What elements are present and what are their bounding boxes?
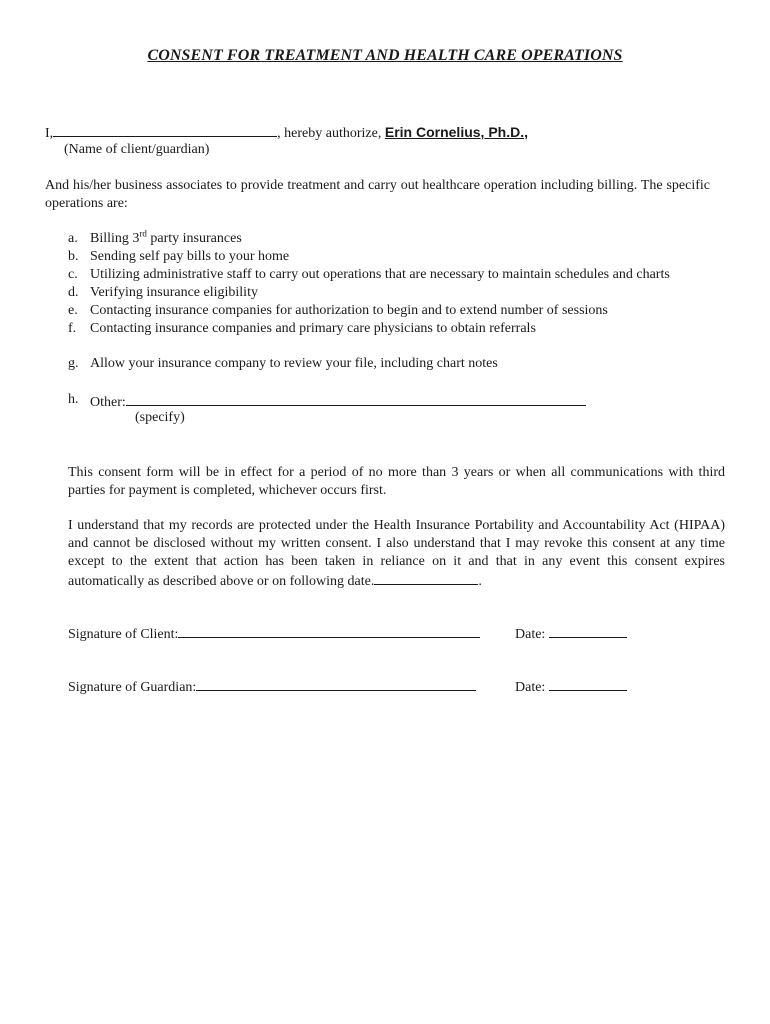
list-item-text xyxy=(90,267,670,283)
document-title: CONSENT FOR TREATMENT AND HEALTH CARE OPERATIONS xyxy=(147,47,623,64)
list-letter: h. xyxy=(68,392,79,407)
client-signature-field[interactable] xyxy=(178,624,480,638)
authorization-prefix: I, xyxy=(45,126,54,141)
client-name-field[interactable] xyxy=(53,123,277,137)
list-item-text-main: Sending self pay bills to your home xyxy=(90,249,290,264)
list-item-text-main: Utilizing administrative staff to carry out operations that are necessary to maintain schedules and charts xyxy=(90,267,670,282)
client-date-field[interactable] xyxy=(549,624,627,638)
guardian-signature-label: Signature of Guardian: xyxy=(68,680,197,695)
list-item-text xyxy=(90,321,536,337)
list-item-text xyxy=(90,249,289,265)
guardian-date-label: Date: xyxy=(515,680,546,695)
ordinal-superscript: rd xyxy=(139,228,147,239)
list-item-text xyxy=(90,228,242,247)
list-letter: c. xyxy=(68,267,78,282)
intro-paragraph: And his/her business associates to provide treatment and carry out healthcare operation including billing. The specific operations are: xyxy=(45,178,710,211)
other-specify-field[interactable] xyxy=(126,392,586,406)
hipaa-text: I understand that my records are protected under the Health Insurance Portability and Accountability Act (HIPAA) and cannot be disclosed without my written consent. I also understand that I may revoke this consent at any time except to the extent that action has been taken in reliance on it and that in any event this consent expires automatically as described above or on following date. xyxy=(68,518,725,589)
list-item-text-main: Billing 3 xyxy=(90,231,140,246)
list-letter: g. xyxy=(68,356,79,371)
list-letter: b. xyxy=(68,249,79,264)
list-item-text: Allow your insurance company to review your file, including chart notes xyxy=(90,356,498,371)
expiration-date-field[interactable] xyxy=(374,571,478,585)
authorization-line xyxy=(45,123,528,142)
list-letter: e. xyxy=(68,303,78,318)
client-date-row xyxy=(515,624,627,643)
list-letter: d. xyxy=(68,285,79,300)
list-item-text-rest: party insurances xyxy=(146,231,242,246)
name-caption: (Name of client/guardian) xyxy=(64,142,210,157)
effect-paragraph: This consent form will be in effect for a period of no more than 3 years or when all communications with third parties for payment is completed, whichever occurs first. xyxy=(68,465,725,498)
list-letter: a. xyxy=(68,231,78,246)
list-item-text-main: Contacting insurance companies for authorization to begin and to extend number of sessions xyxy=(90,303,608,318)
guardian-signature-row xyxy=(68,677,476,696)
list-item-text-main: Contacting insurance companies and primary care physicians to obtain referrals xyxy=(90,321,536,336)
list-letter: f. xyxy=(68,321,77,336)
authorization-middle: , hereby authorize, xyxy=(277,126,382,141)
other-label: Other: xyxy=(90,395,126,410)
hipaa-paragraph xyxy=(68,517,725,591)
list-item-text xyxy=(90,285,258,301)
client-signature-row xyxy=(68,624,480,643)
guardian-signature-field[interactable] xyxy=(196,677,476,691)
specify-caption: (specify) xyxy=(135,410,185,425)
guardian-date-row xyxy=(515,677,627,696)
provider-name: Erin Cornelius, Ph.D., xyxy=(384,124,528,140)
client-signature-label: Signature of Client: xyxy=(68,627,179,642)
hipaa-end: . xyxy=(478,574,482,589)
client-date-label: Date: xyxy=(515,627,546,642)
list-item-text xyxy=(90,303,608,319)
guardian-date-field[interactable] xyxy=(549,677,627,691)
list-item-text-main: Verifying insurance eligibility xyxy=(90,285,258,300)
